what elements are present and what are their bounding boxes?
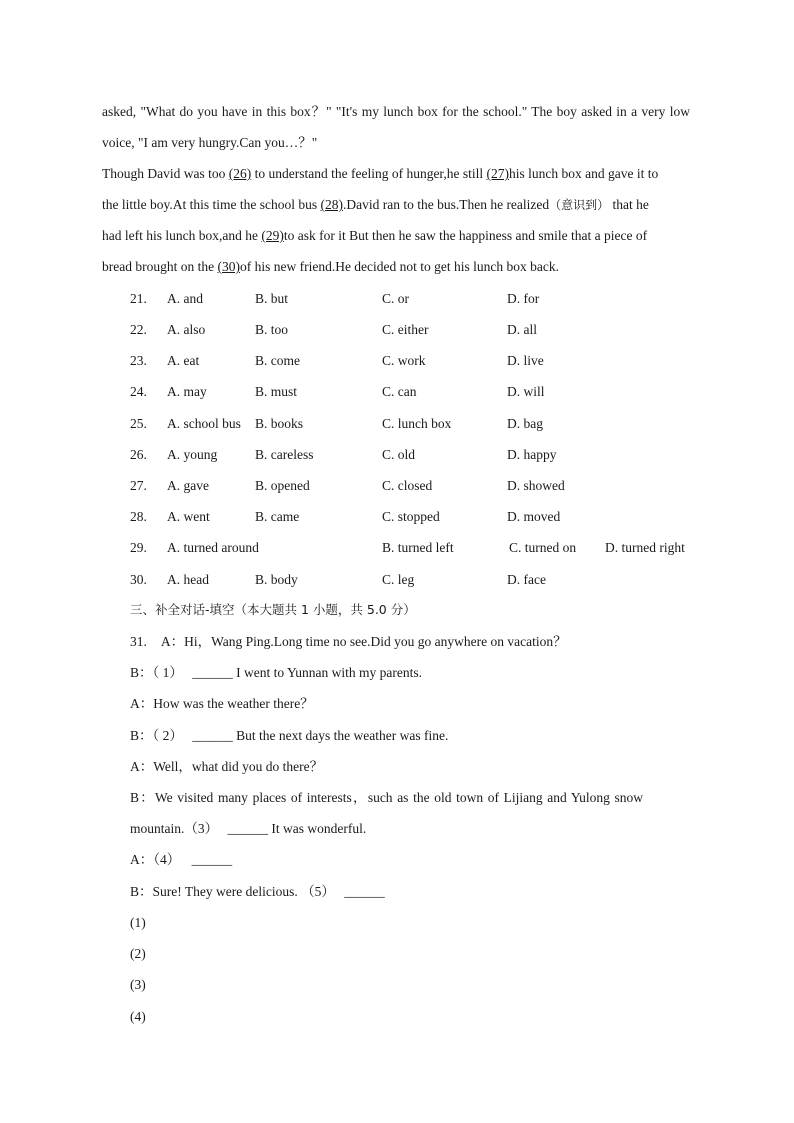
- dialog-line-8: [130, 851, 232, 869]
- chinese-gloss: （意识到）: [549, 198, 610, 212]
- option-c: C. or: [382, 291, 409, 306]
- answer-label-3: (3): [130, 977, 146, 992]
- question-number: 29.: [130, 540, 147, 555]
- dialog-text: A：（4）: [130, 852, 181, 867]
- question-number: 22.: [130, 322, 147, 337]
- option-d: D. showed: [507, 478, 565, 493]
- passage-text: the little boy.At this time the school bus: [102, 197, 321, 212]
- option-d: D. all: [507, 322, 537, 337]
- dialog-text: But the next days the weather was fine.: [232, 728, 449, 743]
- passage-text: to ask for it But then he saw the happiness and smile that a piece of: [283, 228, 648, 243]
- option-d: D. moved: [507, 509, 561, 524]
- passage-line-6: [102, 258, 559, 276]
- dialog-text: B：（ 1）: [130, 665, 183, 680]
- option-c: C. can: [382, 384, 417, 399]
- question-number: 31.: [130, 634, 147, 649]
- passage-line-5: [102, 227, 647, 245]
- answer-label-1: (1): [130, 915, 146, 930]
- option-b: B. careless: [255, 447, 314, 462]
- option-d: D. bag: [507, 416, 543, 431]
- answer-blank: ______: [192, 665, 233, 680]
- dialog-line-5: A：Well，what did you do there？: [130, 759, 324, 774]
- option-d: D. live: [507, 353, 544, 368]
- dialog-text: A：Hi，Wang Ping.Long time no see.Did you go anywhere on vacation？: [160, 634, 567, 649]
- option-c: C. either: [382, 322, 429, 337]
- option-b: B. turned left: [382, 540, 454, 555]
- question-number: 24.: [130, 384, 147, 399]
- option-b: B. opened: [255, 478, 310, 493]
- option-c: C. lunch box: [382, 416, 452, 431]
- dialog-text: B：（ 2）: [130, 728, 183, 743]
- blank-29: (29): [261, 228, 284, 243]
- section-title: 三、补全对话-填空（本大题共 1 小题，共 5.0 分）: [130, 602, 416, 617]
- question-number: 23.: [130, 353, 147, 368]
- option-a: A. head: [167, 572, 209, 587]
- option-c: C. old: [382, 447, 416, 462]
- question-number: 26.: [130, 447, 147, 462]
- dialog-text: It was wonderful.: [268, 821, 367, 836]
- option-b: B. must: [255, 384, 298, 399]
- option-a: A. young: [167, 447, 218, 462]
- dialog-text: mountain.（3）: [130, 821, 219, 836]
- dialog-line-2: [130, 664, 422, 682]
- option-b: B. came: [255, 509, 300, 524]
- dialog-text: B：Sure! They were delicious. （5）: [130, 884, 335, 899]
- question-number: 25.: [130, 416, 147, 431]
- dialog-line-4: [130, 727, 448, 745]
- answer-blank: ______: [227, 821, 268, 836]
- option-a: A. turned around: [167, 540, 259, 555]
- answer-blank: ______: [191, 852, 233, 867]
- option-c: C. turned on: [509, 540, 577, 555]
- option-c: C. closed: [382, 478, 433, 493]
- option-d: D. face: [507, 572, 546, 587]
- option-a: A. also: [167, 322, 206, 337]
- option-a: A. went: [167, 509, 210, 524]
- passage-text: bread brought on the: [102, 259, 218, 274]
- option-b: B. come: [255, 353, 300, 368]
- option-a: A. eat: [167, 353, 200, 368]
- option-b: B. too: [255, 322, 289, 337]
- option-c: C. work: [382, 353, 426, 368]
- dialog-line-3: A：How was the weather there？: [130, 696, 314, 711]
- passage-line-2: voice, "I am very hungry.Can you…？": [102, 135, 318, 150]
- option-a: A. may: [167, 384, 207, 399]
- option-d: D. for: [507, 291, 540, 306]
- question-number: 27.: [130, 478, 147, 493]
- passage-text: his lunch box and gave it to: [509, 166, 659, 181]
- answer-blank: ______: [344, 884, 385, 899]
- passage-text: .David ran to the bus.Then he realized: [342, 197, 550, 212]
- option-b: B. but: [255, 291, 289, 306]
- question-number: 30.: [130, 572, 147, 587]
- passage-line-4: [102, 196, 649, 214]
- answer-label-2: (2): [130, 946, 146, 961]
- answer-blank: ______: [192, 728, 233, 743]
- dialog-line-9: [130, 883, 385, 901]
- passage-text: of his new friend.He decided not to get his lunch box back.: [239, 259, 560, 274]
- dialog-line-6: B：We visited many places of interests，such as the old town of Lijiang and Yulong snow: [130, 790, 643, 805]
- passage-text: had left his lunch box,and he: [102, 228, 262, 243]
- passage-text: that he: [609, 197, 649, 212]
- blank-30: (30): [217, 259, 240, 274]
- passage-text: to understand the feeling of hunger,he still: [251, 166, 487, 181]
- option-d: D. happy: [507, 447, 557, 462]
- passage-text: Though David was too: [102, 166, 229, 181]
- dialog-line-7: [130, 820, 366, 838]
- option-c: C. stopped: [382, 509, 440, 524]
- option-a: A. school bus: [167, 416, 241, 431]
- passage-line-1: asked, "What do you have in this box？" "It's my lunch box for the school." The boy asked in a very low: [102, 104, 690, 119]
- blank-28: (28): [320, 197, 343, 212]
- option-d: D. will: [507, 384, 545, 399]
- question-number: 28.: [130, 509, 147, 524]
- passage-line-3: [102, 165, 658, 183]
- option-a: A. gave: [167, 478, 209, 493]
- dialog-text: I went to Yunnan with my parents.: [232, 665, 422, 680]
- question-number: 21.: [130, 291, 147, 306]
- option-d: D. turned right: [605, 540, 685, 555]
- option-a: A. and: [167, 291, 203, 306]
- dialog-line-1: [130, 633, 567, 651]
- option-c: C. leg: [382, 572, 415, 587]
- option-b: B. body: [255, 572, 298, 587]
- blank-26: (26): [228, 166, 252, 181]
- answer-label-4: (4): [130, 1009, 146, 1024]
- option-b: B. books: [255, 416, 304, 431]
- blank-27: (27): [486, 166, 510, 181]
